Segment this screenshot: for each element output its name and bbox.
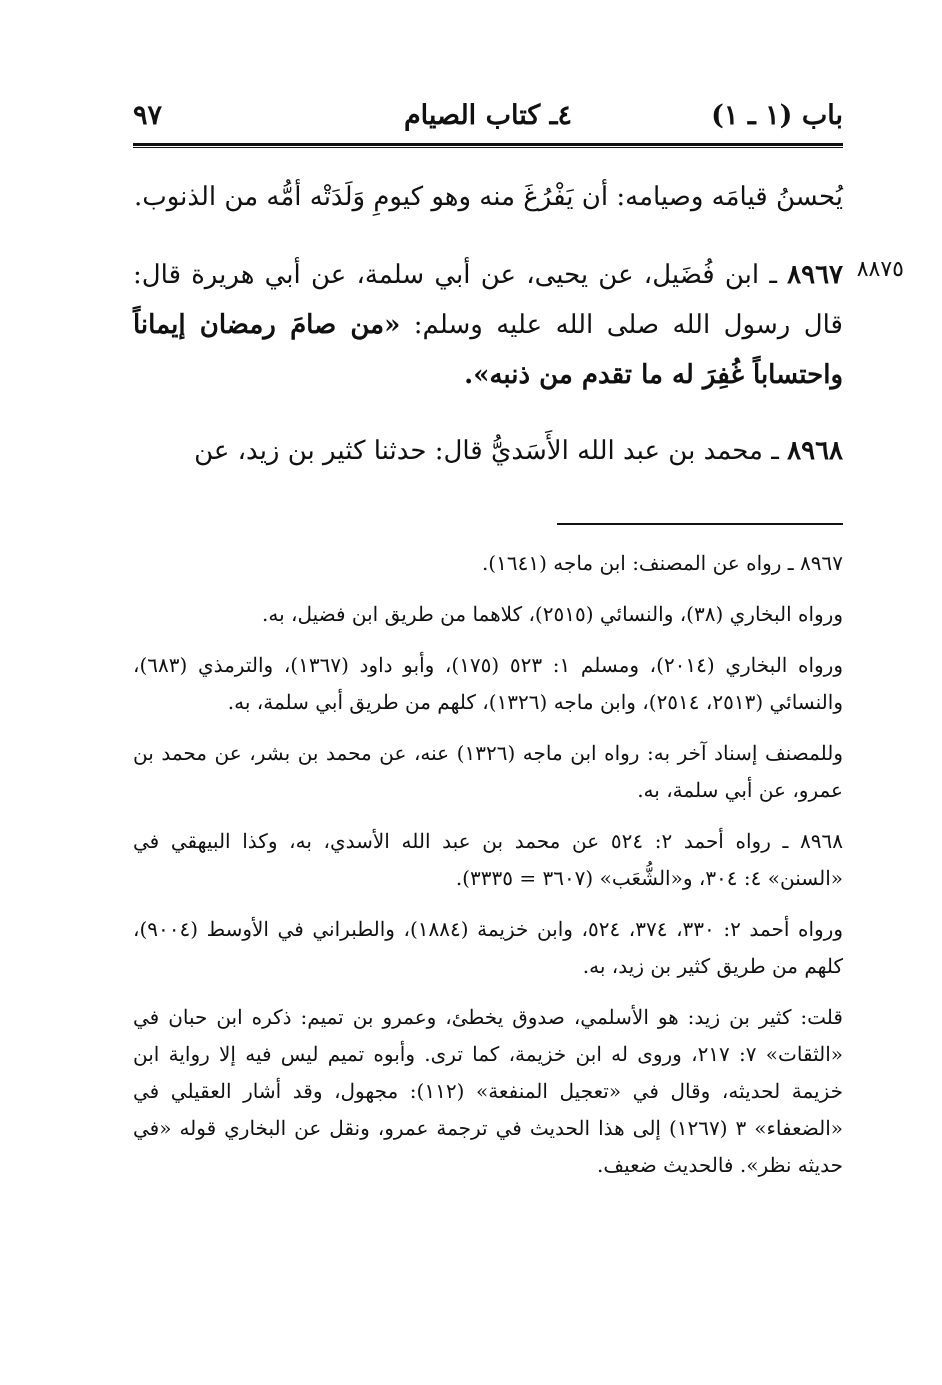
footnote-paragraph: ورواه البخاري (٢٠١٤)، ومسلم ١: ٥٢٣ (١٧٥)، وأبو داود (١٣٦٧)، والترمذي (٦٨٣)، والنسائي (٢٥١٣، ٢٥١٤)، وابن ماجه (١٣٢٦)، كلهم من طريق أبي سلمة، به. <box>133 653 843 714</box>
footnote-paragraph: ورواه البخاري (٣٨)، والنسائي (٢٥١٥)، كلاهما من طريق ابن فضيل، به. <box>261 602 843 626</box>
header-book-title: ٤ـ كتاب الصيام <box>403 100 573 131</box>
continuation-paragraph: يُحسنُ قيامَه وصيامه: أن يَفْرُغَ منه وهو كيومِ وَلَدَتْه أمُّه من الذنوب. <box>133 182 843 212</box>
hadith-matn: «من صامَ رمضان إيماناً واحتساباً غُفِرَ له ما تقدم من ذنبه». <box>133 310 843 390</box>
header-chapter: باب (١ ـ ١) <box>711 100 843 131</box>
header-page-number: ٩٧ <box>133 100 163 131</box>
hadith-8967 <box>133 250 843 400</box>
header-rule <box>133 143 843 148</box>
hadith-isnad: ـ ابن فُضَيل، عن يحيى، عن أبي سلمة، عن أبي هريرة قال: قال رسول الله صلى الله عليه وسلم: <box>133 260 843 340</box>
footnote-paragraph: ورواه أحمد ٢: ٣٣٠، ٣٧٤، ٥٢٤، وابن خزيمة (١٨٨٤)، والطبراني في الأوسط (٩٠٠٤)، كلهم من طريق كثير بن زيد، به. <box>133 917 843 978</box>
margin-number: ٨٨٧٥ <box>856 257 904 282</box>
footnote-paragraph: وللمصنف إسناد آخر به: رواه ابن ماجه (١٣٢٦) عنه، عن محمد بن بشر، عن محمد بن عمرو، عن أبي سلمة، به. <box>133 741 843 802</box>
footnote-paragraph: قلت: كثير بن زيد: هو الأسلمي، صدوق يخطئ، وعمرو بن تميم: ذكره ابن حبان في «الثقات» ٧: ٢١٧، وروى له ابن خزيمة، كما ترى. وأبوه تميم ليس فيه إلا رواية ابن خزيمة لحديثه، وقال في «تعجيل المنفعة» (١١٢): مجهول، وقد أشار العقيلي في «الضعفاء» ٣ (١٢٦٧) إلى هذا الحديث في ترجمة عمرو، ونقل عن البخاري قوله «في حديثه نظر». فالحديث ضعيف. <box>133 1005 843 1177</box>
main-text <box>133 172 843 476</box>
hadith-number: ٨٩٦٧ <box>787 260 843 290</box>
hadith-text: ـ محمد بن عبد الله الأَسَديُّ قال: حدثنا كثير بن زيد، عن <box>194 436 788 466</box>
footnotes <box>133 545 843 1198</box>
hadith-number: ٨٩٦٨ <box>787 436 843 466</box>
footnote-paragraph: ٨٩٦٨ ـ رواه أحمد ٢: ٥٢٤ عن محمد بن عبد الله الأسدي، به، وكذا البيهقي في «السنن» ٤: ٣٠٤، و«الشُّعَب» (٣٦٠٧ = ٣٣٣٥). <box>133 829 843 890</box>
footnote-paragraph: ٨٩٦٧ ـ رواه عن المصنف: ابن ماجه (١٦٤١). <box>481 551 843 575</box>
hadith-8968 <box>133 426 843 476</box>
footnote-rule <box>557 523 843 525</box>
running-header <box>133 92 843 142</box>
